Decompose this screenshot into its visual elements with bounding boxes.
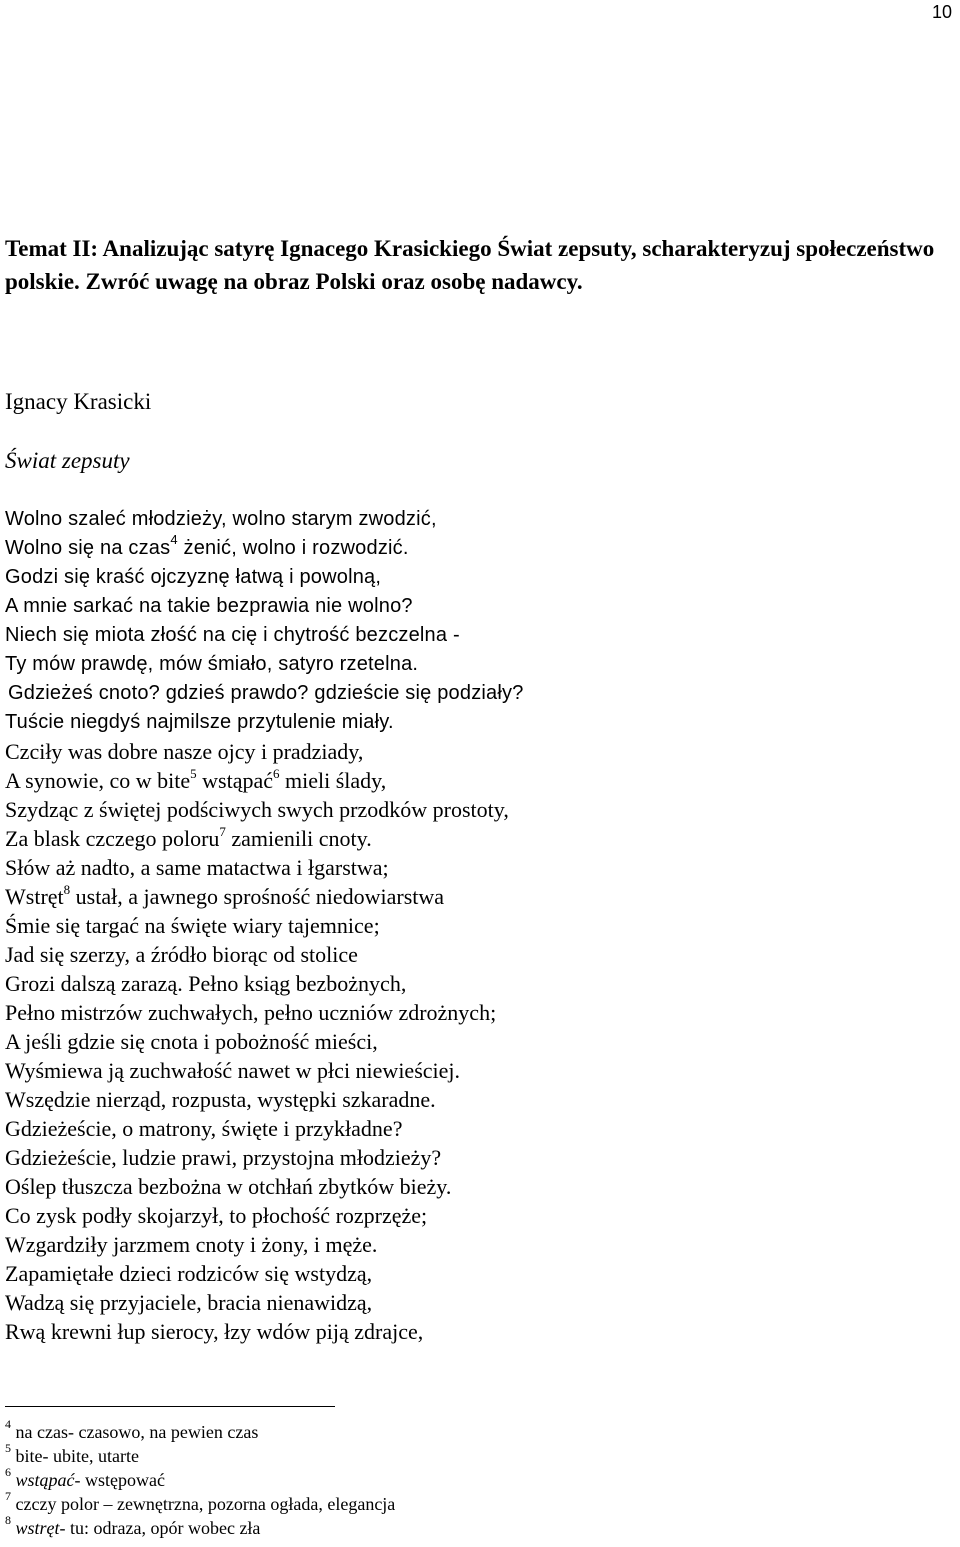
poem-line: Niech się miota złość na cię i chytrość bezczelna - [5, 624, 460, 646]
footnote-ref: 7 [219, 823, 226, 839]
poem-line: Jad się szerzy, a źródło biorąc od stolice [5, 942, 358, 967]
footnote-number: 6 [5, 1465, 11, 1479]
footnote-term: wstąpać [15, 1470, 75, 1490]
footnote-ref: 6 [273, 765, 280, 781]
footnote [5, 1489, 705, 1516]
footnote-term: wstręt [15, 1518, 60, 1538]
footnote-term: czczy polor [15, 1494, 99, 1514]
poem-line: Wolno szaleć młodzieży, wolno starym zwodzić, [5, 508, 437, 530]
poem-line: Pełno mistrzów zuchwałych, pełno uczniów zdrożnych; [5, 1000, 497, 1025]
poem-line: Szydząc z świętej podściwych swych przodków prostoty, [5, 797, 509, 822]
poem-line: Oślep tłuszcza bezbożna w otchłań zbytków bieży. [5, 1174, 452, 1199]
poem-line: A mnie sarkać na takie bezprawia nie wolno? [5, 595, 413, 617]
poem-line: Co zysk podły skojarzył, to płochość rozprzęże; [5, 1203, 428, 1228]
poem-title: Świat zepsuty [5, 448, 130, 473]
footnote-separator [5, 1406, 335, 1407]
footnote-number: 7 [5, 1489, 11, 1503]
poem-body [5, 505, 945, 1346]
footnote-ref: 5 [190, 765, 197, 781]
poem-line: Tuście niegdyś najmilsze przytulenie miały. [5, 711, 394, 733]
poem-line: Wstręt$^8$ ustał, a jawnego sprośność niedowiarstwa [5, 881, 445, 909]
footnote-number: 8 [5, 1513, 11, 1527]
poem-line: Gdzieżeście, o matrony, święte i przykładne? [5, 1116, 403, 1141]
footnote-ref: 8 [63, 881, 71, 897]
poem-line: Gdzieżeś cnoto? gdzieś prawdo? gdzieście się podziały? [8, 682, 524, 704]
essay-topic: Temat II: Analizując satyrę Ignacego Krasickiego Świat zepsuty, scharakteryzuj społeczeństwo polskie. Zwróć uwagę na obraz Polski oraz osobę nadawcy. [5, 236, 935, 294]
footnote-number: 4 [5, 1417, 11, 1431]
poem-line: Za blask czczego poloru$^7$ zamienili cnoty. [5, 823, 372, 851]
footnote-number: 5 [5, 1441, 11, 1455]
poem-line: Wszędzie nierząd, rozpusta, występki szkaradne. [5, 1087, 436, 1112]
footnote [5, 1417, 705, 1444]
poem-line: Wzgardziły jarzmem cnoty i żony, i męże. [5, 1232, 378, 1257]
poem-line: Słów aż nadto, a same matactwa i łgarstwa; [5, 855, 389, 880]
footnote-definition: - wstępować [74, 1470, 165, 1490]
poem-line: Czciły was dobre nasze ojcy i pradziady, [5, 739, 364, 764]
poem-line: Ty mów prawdę, mów śmiało, satyro rzetelna. [5, 653, 419, 675]
poem-line: Gdzieżeście, ludzie prawi, przystojna młodzieży? [5, 1145, 442, 1170]
poem-line: Grozi dalszą zarazą. Pełno ksiąg bezbożnych, [5, 971, 407, 996]
footnote-term: na czas [15, 1422, 68, 1442]
poem-line: A synowie, co w bite$^5$ wstąpać$^6$ mieli ślady, [5, 765, 387, 793]
footnote [5, 1465, 705, 1492]
poem-line: Wyśmiewa ją zuchwałość nawet w płci niewieściej. [5, 1058, 461, 1083]
poem-line: Zapamiętałe dzieci rodziców się wstydzą, [5, 1261, 373, 1286]
poem-author: Ignacy Krasicki [5, 389, 152, 414]
footnote-term: bite [15, 1446, 43, 1466]
poem-line: Godzi się kraść ojczyznę łatwą i powolną, [5, 566, 382, 588]
footnote-definition: – zewnętrzna, pozorna ogłada, elegancja [98, 1494, 396, 1514]
footnote-definition: - tu: odraza, opór wobec zła [59, 1518, 261, 1538]
poem-line: Śmie się targać na święte wiary tajemnice; [5, 913, 380, 938]
footnotes [5, 1417, 705, 1540]
page-number: 10 [931, 2, 952, 22]
footnote [5, 1441, 705, 1468]
footnote-definition: - czasowo, na pewien czas [67, 1422, 259, 1442]
footnote-definition: - ubite, utarte [42, 1446, 139, 1466]
poem-line: A jeśli gdzie się cnota i pobożność mieści, [5, 1029, 378, 1054]
poem-line: Rwą krewni łup sierocy, łzy wdów piją zdrajce, [5, 1319, 424, 1344]
poem-line: Wadzą się przyjaciele, bracia nienawidzą, [5, 1290, 373, 1315]
footnote [5, 1513, 705, 1540]
footnote-ref: 4 [170, 532, 178, 548]
poem-line: Wolno się na czas$^4$ żenić, wolno i rozwodzić. [5, 532, 409, 559]
